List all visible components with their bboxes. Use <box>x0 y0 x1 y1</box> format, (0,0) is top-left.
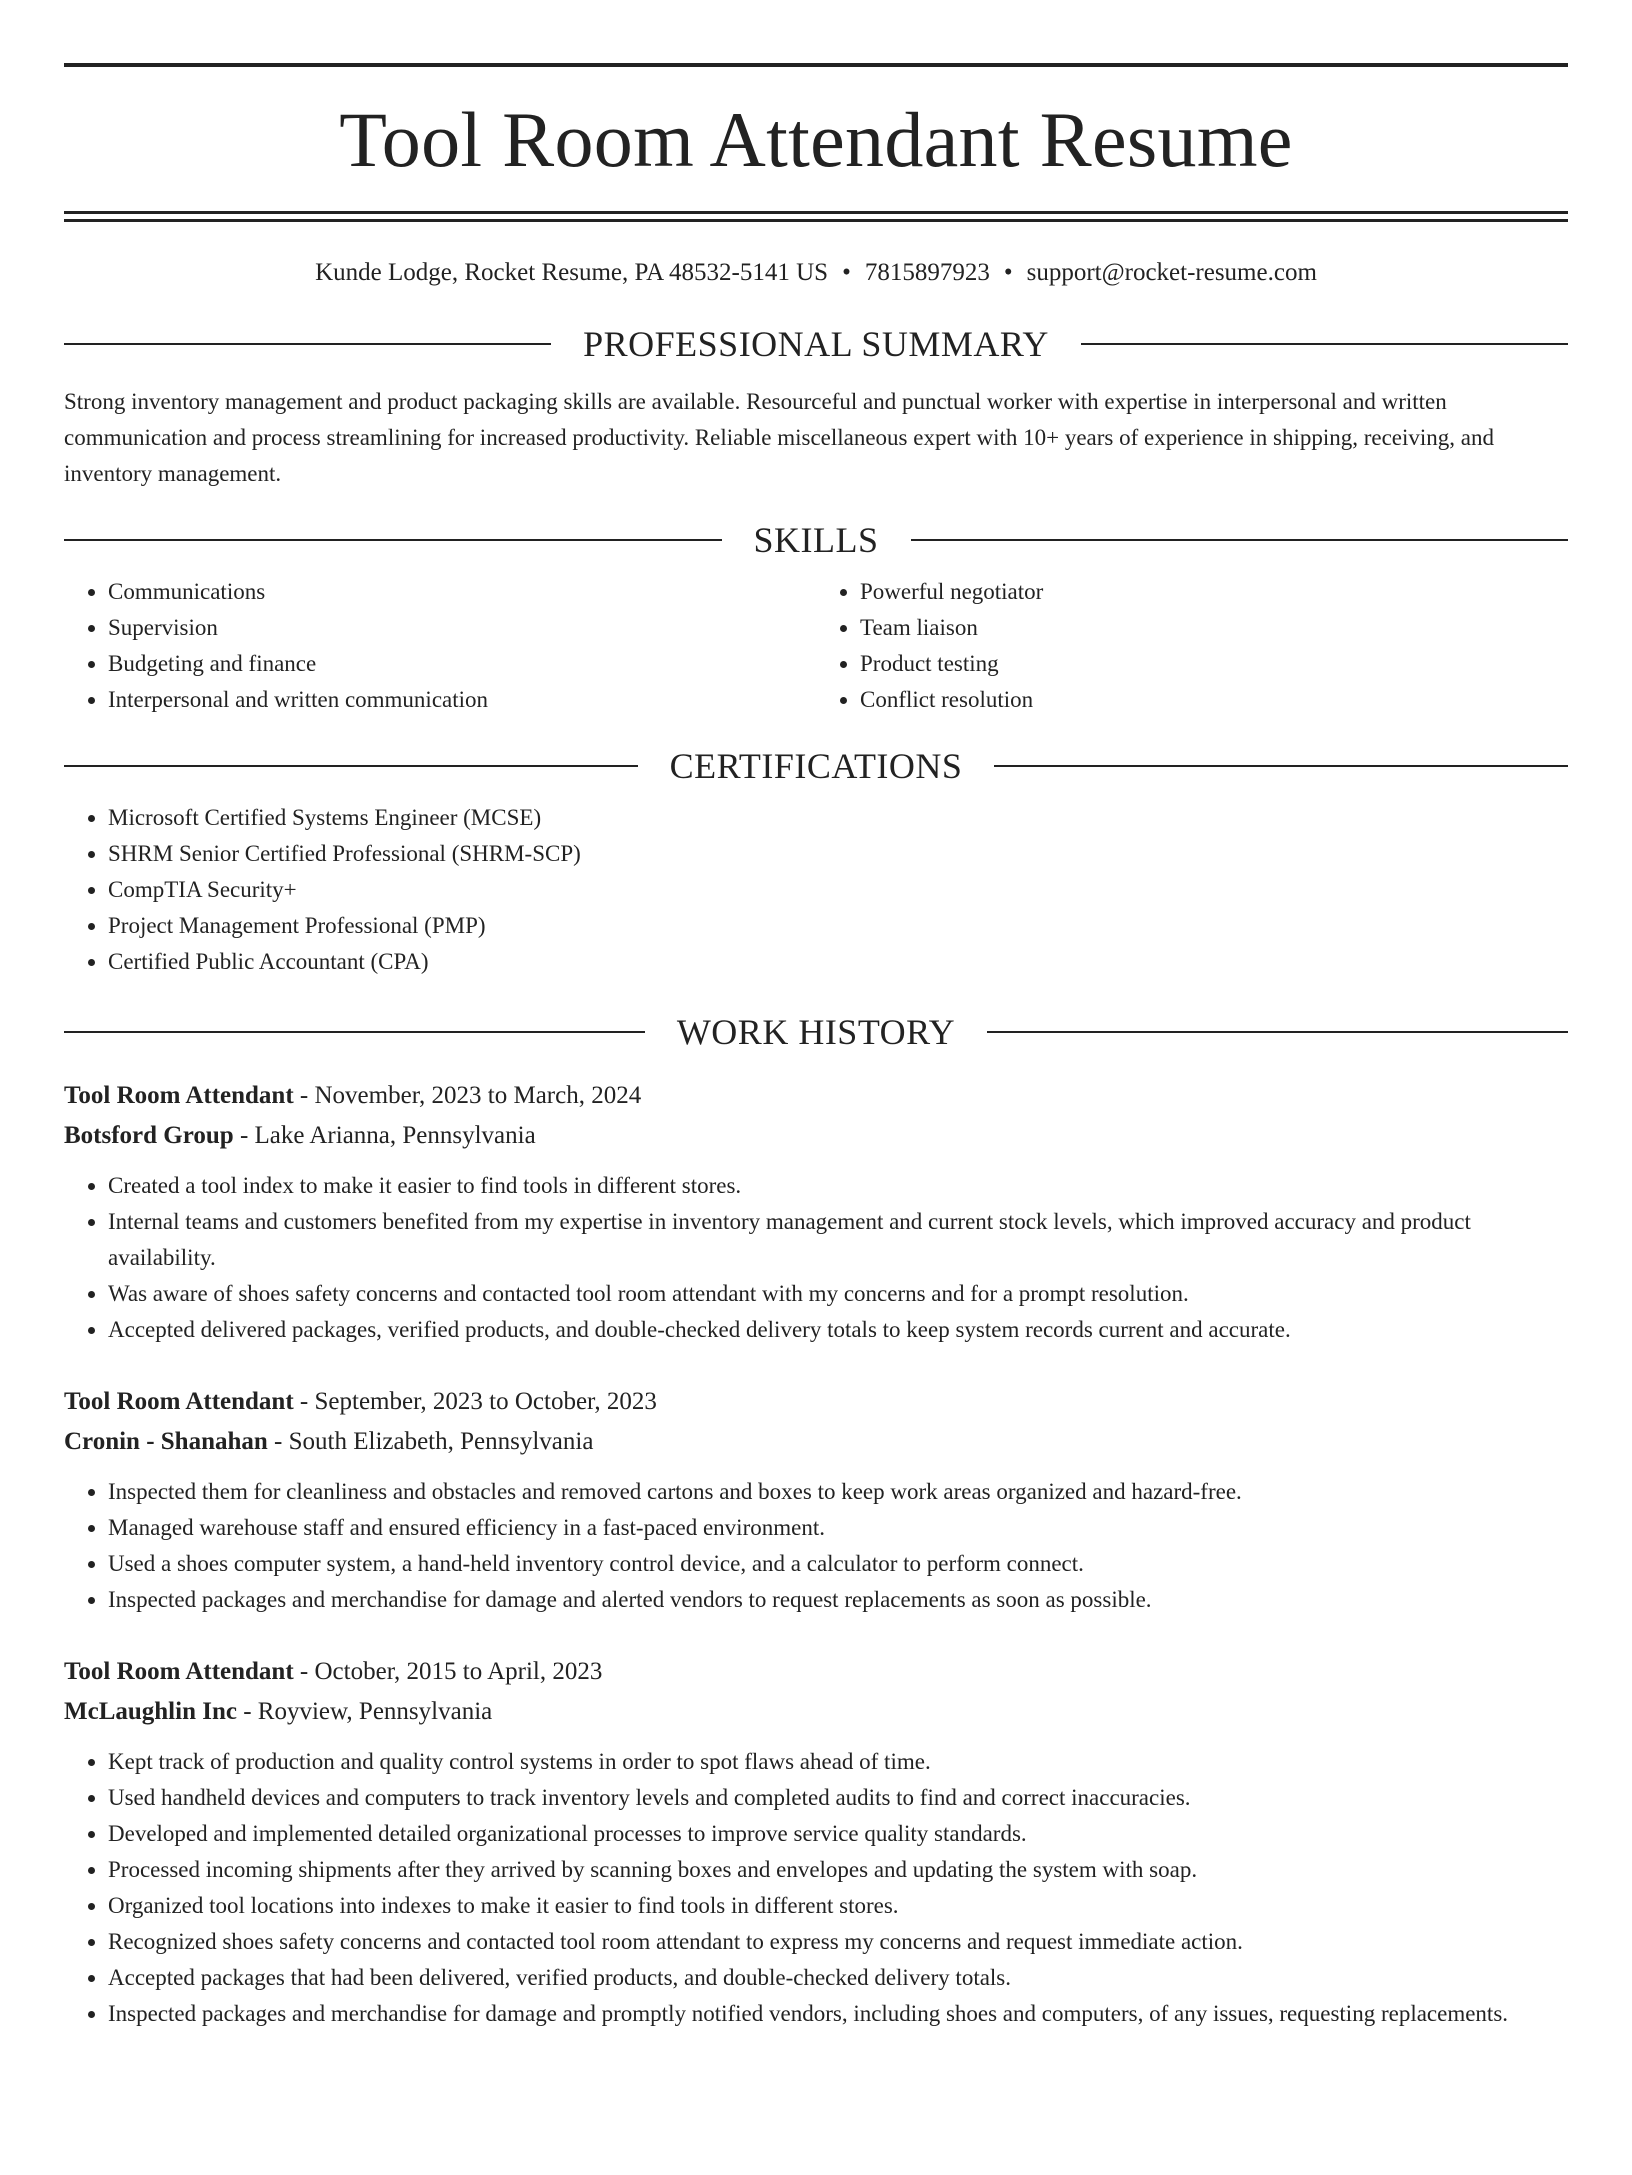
job-title-line <box>64 1382 1568 1422</box>
job-company-line <box>64 1692 1568 1732</box>
work-history-section-heading <box>64 1014 1568 1050</box>
job-bullets <box>64 1168 1568 1348</box>
top-rule <box>64 63 1568 67</box>
skill-item: • Budgeting and finance <box>108 646 816 682</box>
job-title-line <box>64 1076 1568 1116</box>
summary-section-heading <box>64 326 1568 362</box>
heading-rule-left <box>64 343 551 345</box>
skills-list-left <box>64 574 816 718</box>
skill-item: • Team liaison <box>860 610 1568 646</box>
certifications-section-heading <box>64 748 1568 784</box>
job-bullet: • Was aware of shoes safety concerns and contacted tool room attendant with my concerns and for a prompt resolution. <box>108 1276 1568 1312</box>
job-bullet: • Used a shoes computer system, a hand-held inventory control device, and a calculator to perform connect. <box>108 1546 1568 1582</box>
certification-item: • CompTIA Security+ <box>108 872 1568 908</box>
summary-text: Strong inventory management and product packaging skills are available. Resourceful and punctual worker with expertise in interpersonal and written communication and process streamlining for increased productivity. Reliable miscellaneous expert with 10+ years of experience in shipping, receiving, and inventory management. <box>64 389 1495 486</box>
work-history-heading-label: WORK HISTORY <box>676 1012 956 1052</box>
contact-phone: 7815897923 <box>864 259 990 286</box>
contact-email: support@rocket-resume.com <box>1026 259 1317 286</box>
skills-list-right <box>816 574 1568 718</box>
job-title: Tool Room Attendant <box>64 1388 294 1415</box>
job-entry <box>64 1076 1568 1348</box>
job-bullet: • Used handheld devices and computers to track inventory levels and completed audits to find and correct inaccuracies. <box>108 1780 1568 1816</box>
contact-separator: • <box>842 259 851 286</box>
resume-title: Tool Room Attendant Resume <box>339 96 1293 183</box>
job-location: - Royview, Pennsylvania <box>236 1698 493 1725</box>
job-bullet: • Inspected them for cleanliness and obstacles and removed cartons and boxes to keep work areas organized and hazard-free. <box>108 1474 1568 1510</box>
job-dates: - November, 2023 to March, 2024 <box>293 1082 642 1109</box>
job-bullets <box>64 1474 1568 1618</box>
heading-rule-right <box>1081 343 1568 345</box>
job-bullet: • Internal teams and customers benefited from my expertise in inventory management and current stock levels, which improved accuracy and product availability. <box>108 1204 1568 1276</box>
job-bullet: • Processed incoming shipments after they arrived by scanning boxes and envelopes and updating the system with soap. <box>108 1852 1568 1888</box>
job-dates: - October, 2015 to April, 2023 <box>293 1658 603 1685</box>
contact-address: Kunde Lodge, Rocket Resume, PA 48532-5141 US <box>315 259 829 286</box>
summary-heading-label: PROFESSIONAL SUMMARY <box>583 324 1049 364</box>
job-bullet: • Created a tool index to make it easier to find tools in different stores. <box>108 1168 1568 1204</box>
skill-item: • Product testing <box>860 646 1568 682</box>
heading-rule-left <box>64 1031 645 1033</box>
job-bullet: • Inspected packages and merchandise for damage and promptly notified vendors, including shoes and computers, of any issues, requesting replacements. <box>108 1996 1568 2032</box>
job-bullet: • Inspected packages and merchandise for damage and alerted vendors to request replacements as soon as possible. <box>108 1582 1568 1618</box>
skill-item: • Supervision <box>108 610 816 646</box>
job-bullet: • Kept track of production and quality control systems in order to spot flaws ahead of time. <box>108 1744 1568 1780</box>
job-bullet: • Recognized shoes safety concerns and contacted tool room attendant to express my concerns and request immediate action. <box>108 1924 1568 1960</box>
skills-heading-label: SKILLS <box>753 520 879 560</box>
job-bullet: • Organized tool locations into indexes to make it easier to find tools in different stores. <box>108 1888 1568 1924</box>
job-bullet: • Accepted packages that had been delivered, verified products, and double-checked delivery totals. <box>108 1960 1568 1996</box>
skill-item: • Interpersonal and written communication <box>108 682 816 718</box>
certification-item: • Microsoft Certified Systems Engineer (MCSE) <box>108 800 1568 836</box>
job-bullet: • Managed warehouse staff and ensured efficiency in a fast-paced environment. <box>108 1510 1568 1546</box>
job-title-line <box>64 1652 1568 1692</box>
job-entry <box>64 1382 1568 1618</box>
certifications-list <box>64 800 1568 980</box>
job-company: Botsford Group <box>64 1122 234 1149</box>
job-entry <box>64 1652 1568 2032</box>
job-dates: - September, 2023 to October, 2023 <box>293 1388 657 1415</box>
certifications-heading-label: CERTIFICATIONS <box>669 746 963 786</box>
certification-item: • SHRM Senior Certified Professional (SHRM-SCP) <box>108 836 1568 872</box>
skill-item: • Powerful negotiator <box>860 574 1568 610</box>
certification-item: • Project Management Professional (PMP) <box>108 908 1568 944</box>
job-location: - South Elizabeth, Pennsylvania <box>267 1428 594 1455</box>
contact-separator: • <box>1003 259 1013 286</box>
heading-rule-left <box>64 765 638 767</box>
skills-section-heading <box>64 522 1568 558</box>
certification-item: • Certified Public Accountant (CPA) <box>108 944 1568 980</box>
heading-rule-right <box>911 539 1569 541</box>
title-double-rule <box>64 211 1568 222</box>
heading-rule-right <box>987 1031 1568 1033</box>
heading-rule-left <box>64 539 722 541</box>
job-location: - Lake Arianna, Pennsylvania <box>233 1122 536 1149</box>
job-company-line <box>64 1422 1568 1462</box>
job-company-line <box>64 1116 1568 1156</box>
job-bullet: • Accepted delivered packages, verified products, and double-checked delivery totals to keep system records current and accurate. <box>108 1312 1568 1348</box>
job-company: Cronin - Shanahan <box>64 1428 268 1455</box>
job-company: McLaughlin Inc <box>64 1698 237 1725</box>
skill-item: • Conflict resolution <box>860 682 1568 718</box>
contact-line <box>64 258 1568 288</box>
resume-page <box>0 63 1632 2175</box>
job-title: Tool Room Attendant <box>64 1658 294 1685</box>
job-bullets <box>64 1744 1568 2032</box>
heading-rule-right <box>994 765 1568 767</box>
skills-columns <box>64 574 1568 718</box>
job-title: Tool Room Attendant <box>64 1082 294 1109</box>
job-bullet: • Developed and implemented detailed organizational processes to improve service quality standards. <box>108 1816 1568 1852</box>
skill-item: • Communications <box>108 574 816 610</box>
